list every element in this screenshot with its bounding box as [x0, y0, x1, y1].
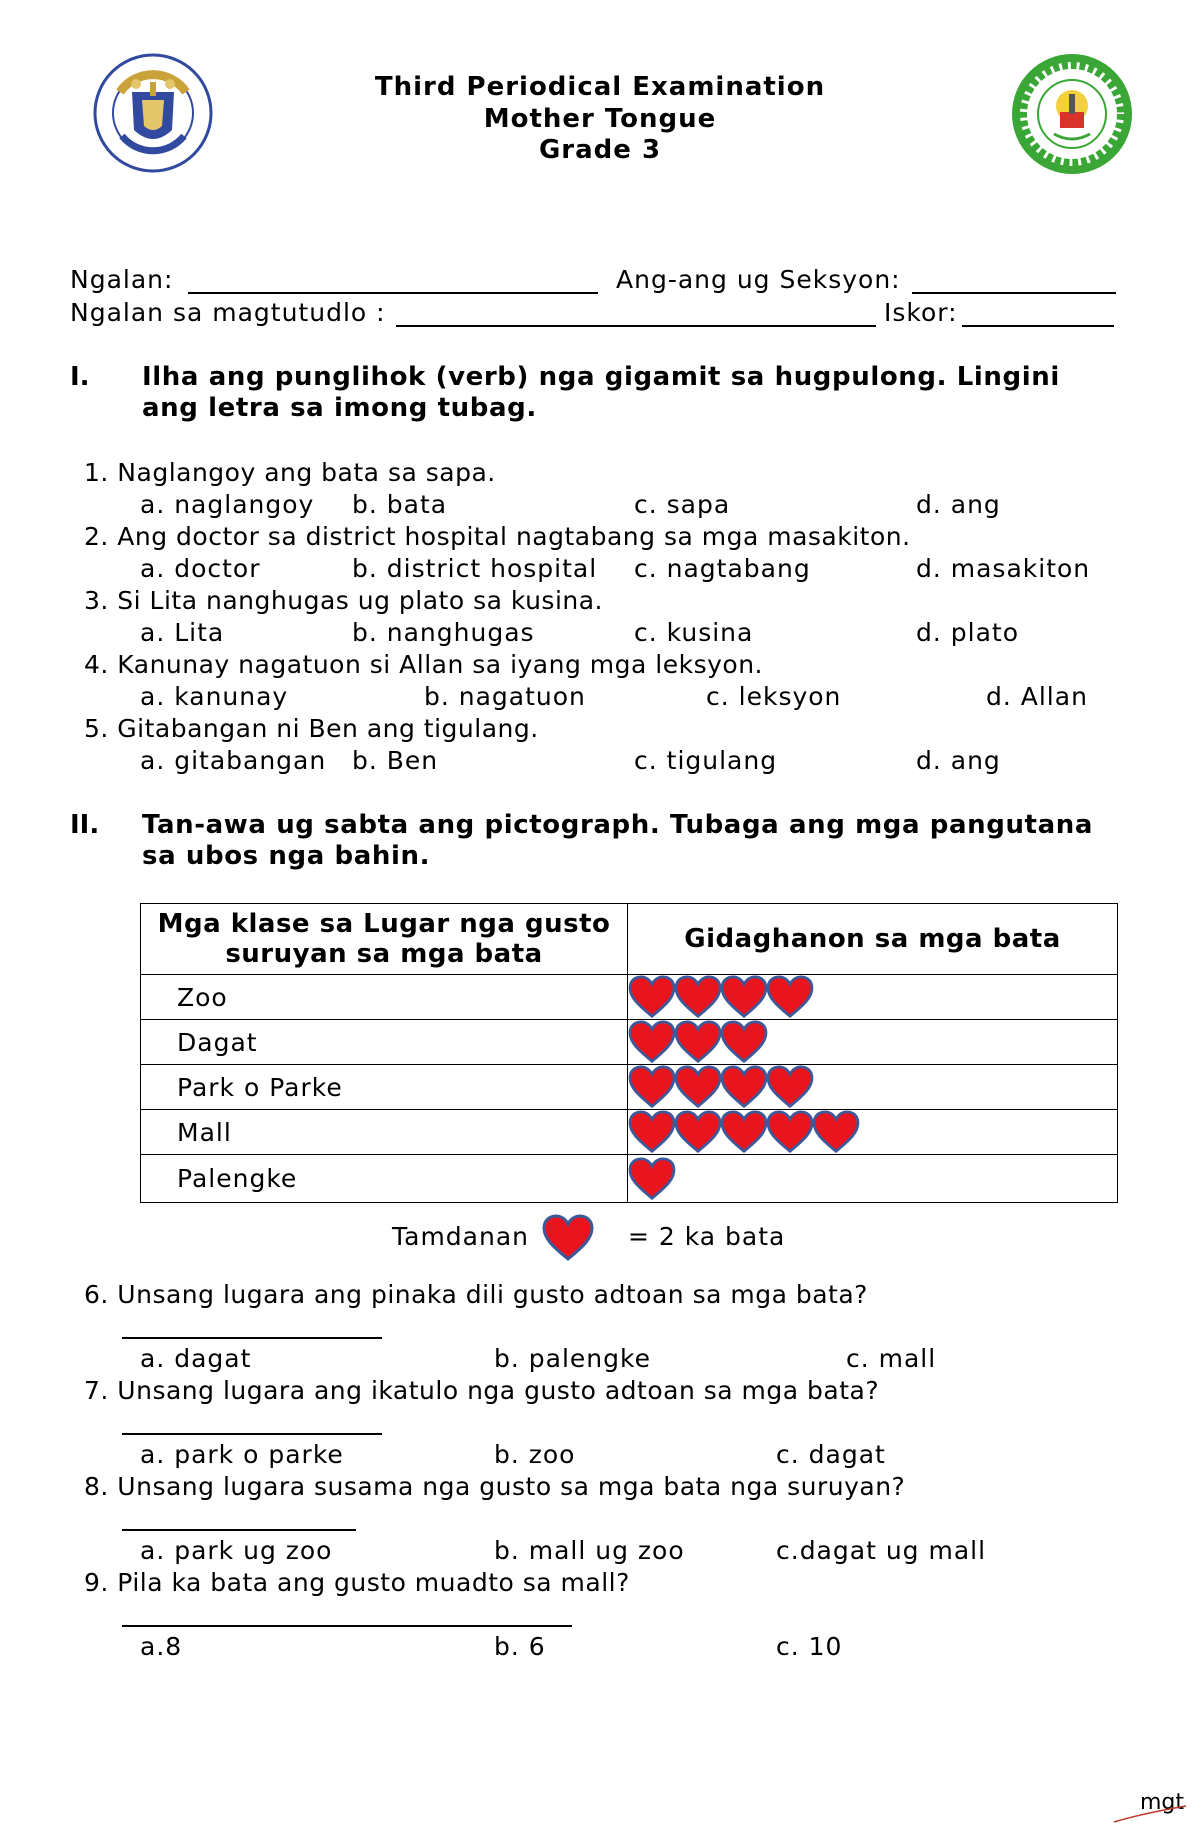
- part1-q2-option-b[interactable]: b. district hospital: [352, 554, 598, 583]
- heart-icon: [628, 1157, 676, 1201]
- part1-question-1: 1. Naglangoy ang bata sa sapa.: [84, 458, 496, 487]
- pictograph-icons-cell: [628, 1155, 1118, 1203]
- heart-icon: [720, 1020, 768, 1064]
- part2-question-8: 8. Unsang lugara susama nga gusto sa mga bata nga suruyan?: [84, 1472, 906, 1501]
- part2-number: II.: [70, 810, 100, 840]
- part2-q8-option-b[interactable]: b. mall ug zoo: [494, 1536, 685, 1565]
- teacher-label: Ngalan sa magtutudlo :: [70, 298, 386, 327]
- heart-icon: [720, 1065, 768, 1109]
- heart-icon: [628, 975, 676, 1019]
- part1-q3-option-b[interactable]: b. nanghugas: [352, 618, 535, 647]
- pictograph-icons-cell: [628, 975, 1118, 1020]
- score-field[interactable]: [962, 325, 1114, 327]
- footer-signature-stroke: [1110, 1800, 1190, 1830]
- pictograph-row: [141, 1020, 1118, 1065]
- key-heart-icon: [542, 1214, 594, 1268]
- answer-line-9[interactable]: [122, 1625, 572, 1627]
- part1-q2-option-c[interactable]: c. nagtabang: [634, 554, 811, 583]
- part1-q5-option-b[interactable]: b. Ben: [352, 746, 439, 775]
- heart-icon: [766, 1065, 814, 1109]
- teacher-field[interactable]: [396, 325, 876, 327]
- part1-q3-option-c[interactable]: c. kusina: [634, 618, 754, 647]
- pictograph-table: [140, 903, 1118, 1203]
- part2-q7-option-a[interactable]: a. park o parke: [140, 1440, 344, 1469]
- part2-q7-option-b[interactable]: b. zoo: [494, 1440, 576, 1469]
- part1-q5-option-c[interactable]: c. tigulang: [634, 746, 778, 775]
- score-label: Iskor:: [884, 298, 958, 327]
- pictograph-place-label: Mall: [141, 1110, 628, 1155]
- name-field[interactable]: [188, 292, 598, 294]
- heart-icon: [674, 1110, 722, 1154]
- part1-q4-option-c[interactable]: c. leksyon: [706, 682, 842, 711]
- part1-q4-option-b[interactable]: b. nagatuon: [424, 682, 586, 711]
- pictograph-header-row: [141, 904, 1118, 975]
- part1-q5-option-d[interactable]: d. ang: [916, 746, 1001, 775]
- part1-q4-option-d[interactable]: d. Allan: [986, 682, 1088, 711]
- pictograph-place-label: Dagat: [141, 1020, 628, 1065]
- answer-line-8[interactable]: [122, 1529, 356, 1531]
- part1-q1-option-a[interactable]: a. naglangoy: [140, 490, 315, 519]
- part2-q6-option-a[interactable]: a. dagat: [140, 1344, 252, 1373]
- pictograph-place-label: Palengke: [141, 1155, 628, 1203]
- place-column-header: Mga klase sa Lugar nga gusto suruyan sa mga bata: [141, 904, 628, 975]
- part1-q3-option-d[interactable]: d. plato: [916, 618, 1019, 647]
- heart-icon: [720, 975, 768, 1019]
- part2-q6-option-c[interactable]: c. mall: [846, 1344, 937, 1373]
- part1-q2-option-d[interactable]: d. masakiton: [916, 554, 1091, 583]
- part2-q9-option-b[interactable]: b. 6: [494, 1632, 546, 1661]
- grade-section-label: Ang-ang ug Seksyon:: [616, 265, 901, 294]
- part1-question-5: 5. Gitabangan ni Ben ang tigulang.: [84, 714, 539, 743]
- heart-icon: [628, 1020, 676, 1064]
- key-value: = 2 ka bata: [628, 1222, 786, 1251]
- part1-q1-option-b[interactable]: b. bata: [352, 490, 448, 519]
- part2-instruction: Tan-awa ug sabta ang pictograph. Tubaga ang mga pangutana sa ubos nga bahin.: [142, 810, 1093, 871]
- part2-question-9: 9. Pila ka bata ang gusto muadto sa mall?: [84, 1568, 630, 1597]
- heart-icon: [812, 1110, 860, 1154]
- heart-icon: [628, 1065, 676, 1109]
- key-label: Tamdanan: [392, 1222, 530, 1251]
- pictograph-icons-cell: [628, 1110, 1118, 1155]
- heart-icon: [628, 1110, 676, 1154]
- part2-q8-option-a[interactable]: a. park ug zoo: [140, 1536, 333, 1565]
- part1-question-3: 3. Si Lita nanghugas ug plato sa kusina.: [84, 586, 603, 615]
- part2-q7-option-c[interactable]: c. dagat: [776, 1440, 886, 1469]
- heart-icon: [720, 1110, 768, 1154]
- pictograph-icons-cell: [628, 1065, 1118, 1110]
- name-label: Ngalan:: [70, 265, 174, 294]
- pictograph-place-label: Zoo: [141, 975, 628, 1020]
- count-column-header: Gidaghanon sa mga bata: [628, 904, 1118, 975]
- part1-q5-option-a[interactable]: a. gitabangan: [140, 746, 327, 775]
- pictograph-row: [141, 1110, 1118, 1155]
- part1-number: I.: [70, 362, 90, 392]
- answer-line-7[interactable]: [122, 1433, 382, 1435]
- heart-icon: [674, 1020, 722, 1064]
- part2-q9-option-a[interactable]: a.8: [140, 1632, 183, 1661]
- grade-section-field[interactable]: [912, 292, 1116, 294]
- heart-icon: [674, 1065, 722, 1109]
- part1-q2-option-a[interactable]: a. doctor: [140, 554, 261, 583]
- part1-q1-option-c[interactable]: c. sapa: [634, 490, 731, 519]
- exam-title: Third Periodical Examination: [374, 72, 826, 102]
- part1-q4-option-a[interactable]: a. kanunay: [140, 682, 289, 711]
- part2-question-7: 7. Unsang lugara ang ikatulo nga gusto adtoan sa mga bata?: [84, 1376, 880, 1405]
- pictograph-place-label: Park o Parke: [141, 1065, 628, 1110]
- part2-q6-option-b[interactable]: b. palengke: [494, 1344, 651, 1373]
- subject-title: Mother Tongue: [483, 104, 717, 134]
- heart-icon: [766, 975, 814, 1019]
- part1-question-2: 2. Ang doctor sa district hospital nagtabang sa mga masakiton.: [84, 522, 911, 551]
- part2-q8-option-c[interactable]: c.dagat ug mall: [776, 1536, 987, 1565]
- part2-q9-option-c[interactable]: c. 10: [776, 1632, 843, 1661]
- part1-instruction: Ilha ang punglihok (verb) nga gigamit sa hugpulong. Lingini ang letra sa imong tubag.: [142, 362, 1060, 423]
- part1-question-4: 4. Kanunay nagatuon si Allan sa iyang mga leksyon.: [84, 650, 763, 679]
- pictograph-row: [141, 975, 1118, 1020]
- part2-question-6: 6. Unsang lugara ang pinaka dili gusto adtoan sa mga bata?: [84, 1280, 868, 1309]
- heart-icon: [674, 975, 722, 1019]
- part1-q1-option-d[interactable]: d. ang: [916, 490, 1001, 519]
- pictograph-row: [141, 1155, 1118, 1203]
- pictograph-row: [141, 1065, 1118, 1110]
- answer-line-6[interactable]: [122, 1337, 382, 1339]
- footer-initials: mgt: [1140, 1790, 1185, 1815]
- heart-icon: [766, 1110, 814, 1154]
- part1-q3-option-a[interactable]: a. Lita: [140, 618, 225, 647]
- grade-title: Grade 3: [538, 135, 662, 165]
- pictograph-icons-cell: [628, 1020, 1118, 1065]
